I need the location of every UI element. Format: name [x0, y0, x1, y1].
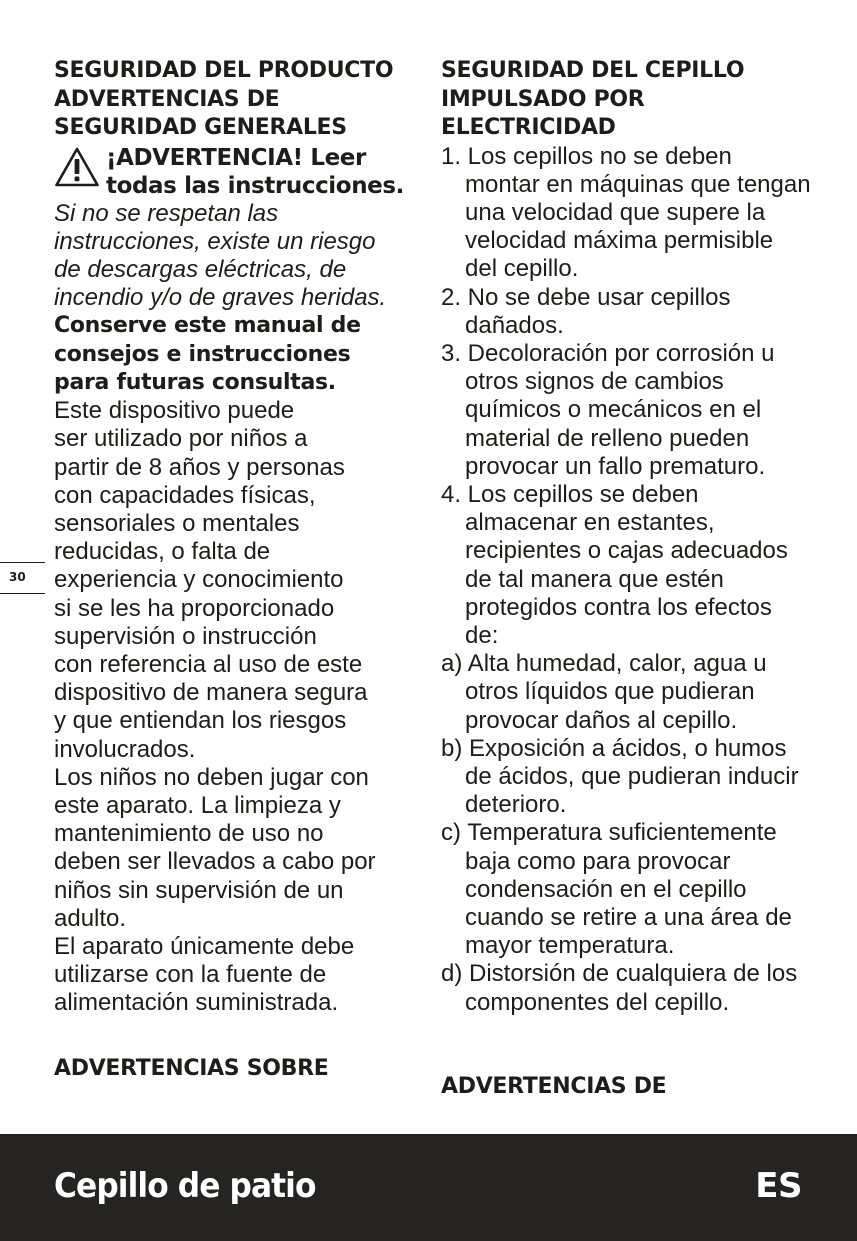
warning-triangle-icon: [54, 146, 100, 188]
warning-text: [106, 144, 404, 200]
text-line: y que entiendan los riesgos: [54, 707, 347, 735]
text-line: adulto.: [54, 904, 127, 932]
paragraph-children: [54, 764, 424, 933]
section-heading-brush-safety: [441, 57, 811, 143]
list-item: 1. Los cepillos no se deben montar en máquinas que tengan una velocidad que supere la velocidad máxima permisible del cepillo.: [441, 142, 811, 283]
left-column: [54, 57, 424, 1018]
heading-line: SEGURIDAD DEL CEPILLO: [441, 58, 745, 83]
heading-line: ELECTRICIDAD: [441, 115, 616, 140]
text-line: sensoriales o mentales: [54, 510, 300, 538]
text-line: involucrados.: [54, 735, 196, 763]
text-line: alimentación suministrada.: [54, 989, 339, 1017]
text-line: utilizarse con la fuente de: [54, 961, 327, 989]
list-item: 2. No se debe usar cepillos dañados.: [441, 283, 731, 339]
text-line: para futuras consultas.: [54, 369, 336, 395]
text-line: Los niños no deben jugar con: [54, 763, 369, 791]
text-line: dispositivo de manera segura: [54, 679, 368, 707]
text-line: Si no se respetan las: [54, 199, 279, 227]
text-line: instrucciones, existe un riesgo: [54, 227, 376, 255]
text-line: niños sin supervisión de un: [54, 876, 344, 904]
text-line: experiencia y conocimiento: [54, 566, 344, 594]
text-line: El aparato únicamente debe: [54, 933, 355, 961]
section-heading-warnings-of: ADVERTENCIAS DE: [441, 1074, 667, 1099]
text-line: Conserve este manual de: [54, 313, 361, 339]
section-heading-warnings-about: ADVERTENCIAS SOBRE: [54, 1056, 329, 1081]
list-item: 3. Decoloración por corrosión u otros signos de cambios químicos o mecánicos en el material de relleno pueden provocar un fallo prematuro.: [441, 339, 775, 480]
list-item: c) Temperatura suficientemente baja como para provocar condensación en el cepillo cuando se retire a una área de mayor temperatura.: [441, 819, 792, 960]
text-line: con referencia al uso de este: [54, 651, 363, 679]
text-line: partir de 8 años y personas: [54, 453, 345, 481]
paragraph-device-usage: [54, 397, 424, 764]
list-item: 4. Los cepillos se deben almacenar en estantes, recipientes o cajas adecuados de tal manera que estén protegidos contra los efectos de:: [441, 480, 788, 649]
text-line: este aparato. La limpieza y: [54, 792, 341, 820]
footer-bar: [0, 1134, 857, 1241]
text-line: incendio y/o de graves heridas.: [54, 284, 387, 312]
heading-line: SEGURIDAD GENERALES: [54, 115, 347, 140]
text-line: supervisión o instrucción: [54, 622, 317, 650]
text-line: deben ser llevados a cabo por: [54, 848, 376, 876]
keep-manual-notice: [54, 312, 424, 397]
heading-line: SEGURIDAD DEL PRODUCTO: [54, 58, 394, 83]
right-column: [441, 57, 811, 1017]
text-line: reducidas, o falta de: [54, 538, 271, 566]
warning-line: todas las instrucciones.: [106, 172, 404, 199]
paragraph-power-supply: [54, 933, 424, 1018]
warning-block: [54, 144, 424, 200]
section-heading-general-safety: [54, 57, 424, 143]
brush-safety-list: [441, 143, 811, 1017]
risk-notice: [54, 200, 424, 313]
text-line: consejos e instrucciones: [54, 341, 351, 367]
text-line: de descargas eléctricas, de: [54, 255, 347, 283]
warning-line: ¡ADVERTENCIA! Leer: [106, 144, 366, 171]
list-item: a) Alta humedad, calor, agua u otros líquidos que pudieran provocar daños al cepillo.: [441, 650, 767, 734]
list-item: b) Exposición a ácidos, o humos de ácidos, que pudieran inducir deterioro.: [441, 734, 799, 819]
product-title: Cepillo de patio: [54, 1166, 316, 1206]
list-item: d) Distorsión de cualquiera de los componentes del cepillo.: [441, 960, 798, 1016]
page-number: 30: [0, 562, 45, 594]
language-code: ES: [755, 1166, 802, 1206]
text-line: ser utilizado por niños a: [54, 425, 308, 453]
text-line: mantenimiento de uso no: [54, 820, 324, 848]
heading-line: ADVERTENCIAS DE: [54, 86, 280, 112]
heading-line: IMPULSADO POR: [441, 86, 645, 112]
text-line: con capacidades físicas,: [54, 481, 316, 509]
text-line: si se les ha proporcionado: [54, 594, 335, 622]
text-line: Este dispositivo puede: [54, 397, 295, 425]
